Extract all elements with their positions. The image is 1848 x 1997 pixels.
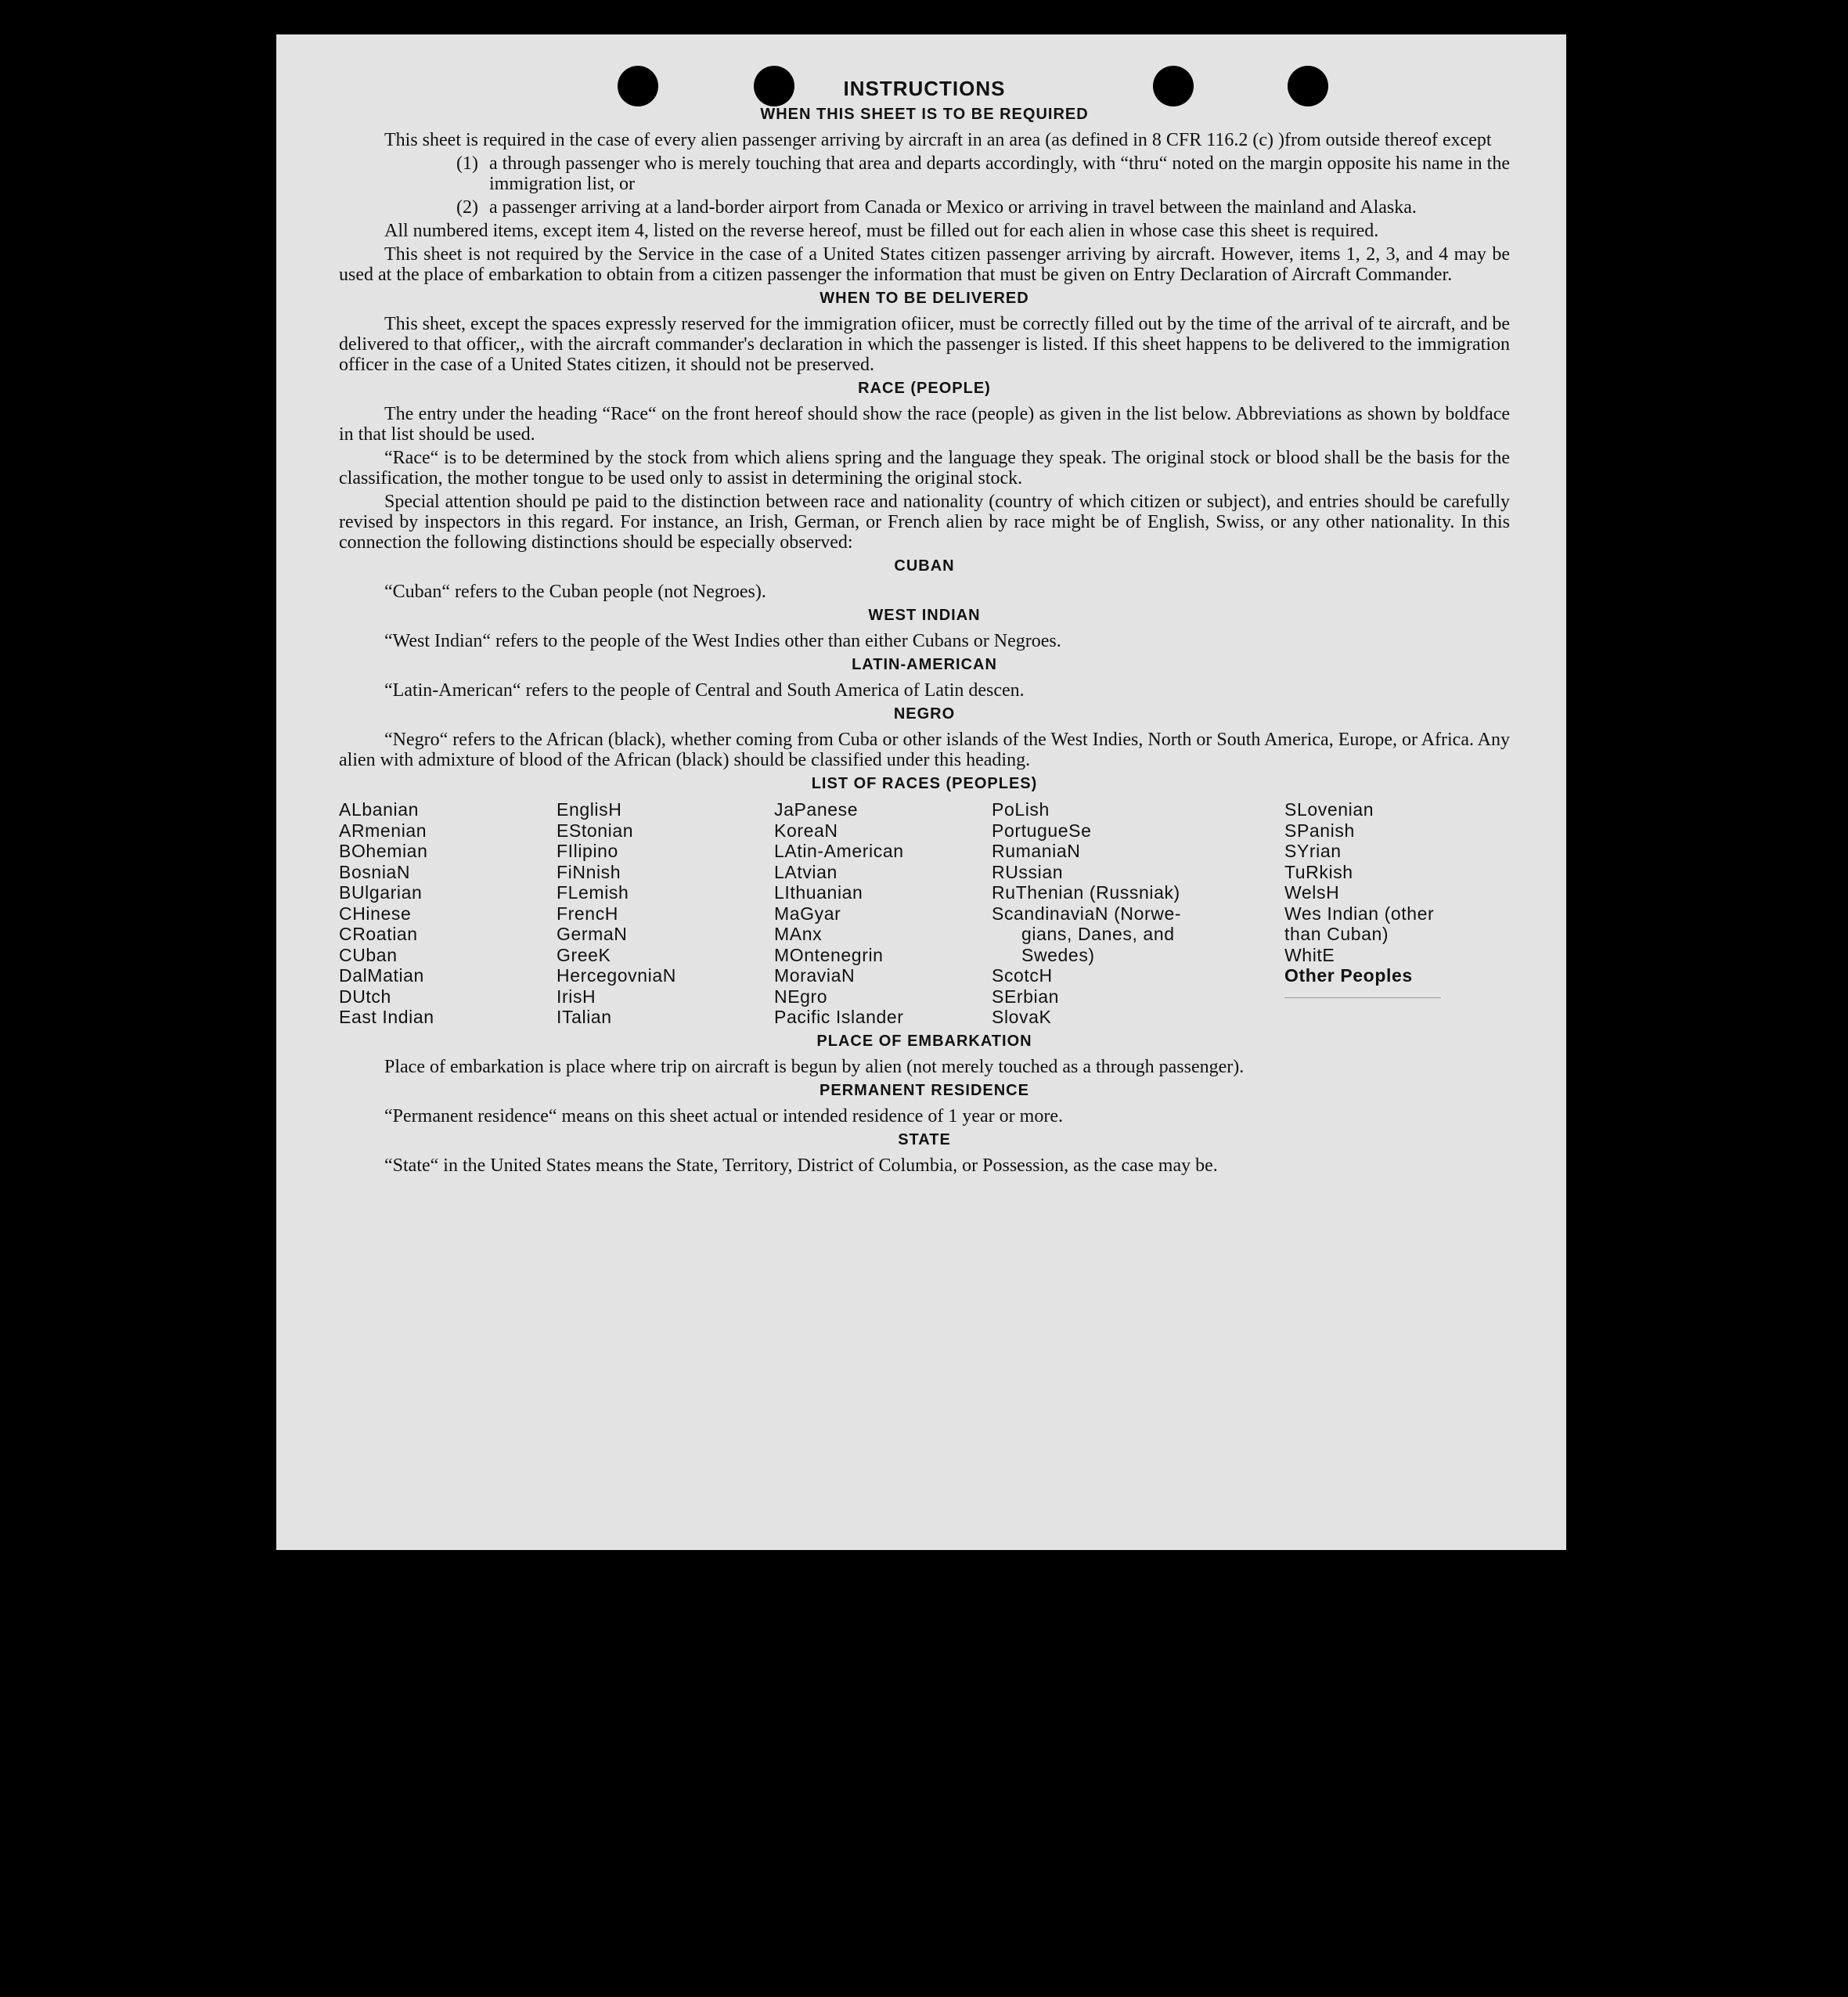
race-entry: RuThenian (Russniak) [992, 882, 1180, 903]
race-entry: DalMatian [339, 965, 424, 986]
race-entry: LAtin-American [774, 841, 904, 861]
paragraph: All numbered items, except item 4, listed on the reverse hereof, must be filled out for each alien in whose case this sheet is required. [384, 221, 1379, 241]
race-entry-continued: Swedes) [1021, 944, 1095, 965]
race-entry: Wes Indian (other [1284, 903, 1435, 924]
race-entry: ITalian [557, 1007, 612, 1027]
race-entry: ARmenian [339, 820, 427, 841]
race-entry: PoLish [992, 799, 1050, 820]
race-entry: ScotcH [992, 965, 1053, 986]
race-entry: EnglisH [557, 799, 622, 820]
race-entry: DUtch [339, 986, 391, 1007]
race-entry: Other Peoples [1284, 965, 1413, 986]
list-item [339, 153, 1510, 194]
section-heading: WHEN TO BE DELIVERED [820, 290, 1029, 307]
paragraph: “State“ in the United States means the State, Territory, District of Columbia, or Possession, as the case may be. [384, 1155, 1218, 1176]
race-entry: FLemish [557, 882, 629, 903]
race-entry: BosniaN [339, 861, 411, 882]
section-heading: WEST INDIAN [868, 607, 981, 624]
race-entry: FiNnish [557, 861, 621, 882]
race-entry: LAtvian [774, 861, 838, 882]
race-entry: ScandinaviaN (Norwe- [992, 903, 1182, 924]
section-heading: NEGRO [893, 705, 956, 723]
section-heading: LATIN-AMERICAN [852, 656, 997, 673]
section-heading: PLACE OF EMBARKATION [816, 1032, 1032, 1050]
list-item-number: (2) [456, 197, 478, 218]
race-entry: FrencH [557, 903, 619, 924]
race-entry: SlovaK [992, 1007, 1052, 1027]
race-entry: CHinese [339, 903, 412, 924]
list-item [339, 197, 1510, 218]
paragraph: “Permanent residence“ means on this sheet actual or intended residence of 1 year or more. [384, 1105, 1063, 1126]
race-entry: KoreaN [774, 820, 838, 841]
races-column [992, 799, 1284, 1028]
section-heading: STATE [898, 1130, 951, 1148]
race-entry: MoraviaN [774, 965, 856, 986]
race-entry: RUssian [992, 861, 1064, 882]
race-entry: EStonian [557, 820, 634, 841]
race-entry: GreeK [557, 944, 611, 965]
race-entry: CRoatian [339, 924, 418, 944]
list-item-text: a through passenger who is merely touching that area and departs accordingly, with “thru“ noted on the margin opposite his name in the immigration list, or [489, 153, 1510, 194]
race-entry: CUban [339, 944, 398, 965]
paragraph: “Race“ is to be determined by the stock from which aliens spring and the language they speak. The original stock or blood shall be the basis for the classification, the mother tongue to be used only to assist in determining the original stock. [339, 448, 1510, 488]
race-entry: JaPanese [774, 799, 859, 820]
race-entry: Pacific Islander [774, 1007, 904, 1027]
race-entry: HercegovniaN [557, 965, 676, 986]
document-body [339, 77, 1510, 1179]
race-entry: MaGyar [774, 903, 841, 924]
race-entry: MOntenegrin [774, 944, 884, 965]
paragraph: “Cuban“ refers to the Cuban people (not Negroes). [384, 582, 766, 602]
race-entry: IrisH [557, 986, 596, 1007]
paragraph: The entry under the heading “Race“ on the front hereof should show the race (people) as given in the list below. Abbreviations as shown by boldface in that list should be used. [339, 404, 1510, 445]
section-heading: WHEN THIS SHEET IS TO BE REQUIRED [760, 106, 1089, 123]
section-heading: CUBAN [894, 557, 955, 575]
race-entry-continued: than Cuban) [1284, 924, 1389, 944]
race-entry: MAnx [774, 924, 823, 944]
section-heading: PERMANENT RESIDENCE [820, 1081, 1029, 1099]
paragraph: This sheet is required in the case of every alien passenger arriving by aircraft in an area (as defined in 8 CFR 116.2 (c) )from outside thereof except [384, 130, 1492, 150]
paragraph: This sheet is not required by the Service in the case of a United States citizen passenger arriving by aircraft. However, items 1, 2, 3, and 4 may be used at the place of embarkation to obtain from a citizen passenger the information that must be given on Entry Declaration of Aircraft Commander. [339, 244, 1510, 285]
race-entry: SYrian [1284, 841, 1342, 861]
paragraph: “Latin-American“ refers to the people of Central and South America of Latin descen. [384, 680, 1025, 701]
race-entry: SPanish [1284, 820, 1355, 841]
races-column [774, 799, 992, 1028]
race-entry: SLovenian [1284, 799, 1374, 820]
document-page [276, 34, 1566, 1550]
paragraph: “Negro“ refers to the African (black), whether coming from Cuba or other islands of the West Indies, North or South America, Europe, or Africa. Any alien with admixture of blood of the African (black) should be classified under this heading. [339, 730, 1510, 770]
races-list [339, 799, 1510, 1028]
race-entry: WelsH [1284, 882, 1340, 903]
paragraph: Place of embarkation is place where trip on aircraft is begun by alien (not merely touched as a through passenger). [384, 1056, 1245, 1077]
race-entry: TuRkish [1284, 861, 1353, 882]
paragraph: Special attention should pe paid to the distinction between race and nationality (country of which citizen or subject), and entries should be carefully revised by inspectors in this regard. For instance, an Irish, German, or French alien by race might be of English, Swiss, or any other nationality. In this connection the following distinctions should be especially observed: [339, 492, 1510, 553]
races-column [339, 799, 557, 1028]
race-entry: WhitE [1284, 944, 1335, 965]
race-entry: FIlipino [557, 841, 618, 861]
section-heading: LIST OF RACES (PEOPLES) [811, 775, 1038, 792]
race-entry: BOhemian [339, 841, 428, 861]
section-heading: RACE (PEOPLE) [858, 380, 991, 397]
race-entry: ALbanian [339, 799, 419, 820]
race-entry: RumaniaN [992, 841, 1081, 861]
race-entry: PortugueSe [992, 820, 1092, 841]
page-title: INSTRUCTIONS [843, 77, 1006, 100]
races-column [557, 799, 774, 1028]
list-item-number: (1) [456, 153, 478, 174]
race-entry: East Indian [339, 1007, 434, 1027]
divider [1284, 997, 1441, 998]
list-item-text: a passenger arriving at a land-border airport from Canada or Mexico or arriving in travel between the mainland and Alaska. [489, 197, 1417, 218]
paragraph: This sheet, except the spaces expressly reserved for the immigration ofiicer, must be correctly filled out by the time of the arrival of te aircraft, and be delivered to that officer,, with the aircraft commander's declaration in which the passenger is listed. If this sheet happens to be delivered to the immigration officer in the case of a United States citizen, it should not be preserved. [339, 314, 1510, 375]
races-column [1284, 799, 1510, 1028]
race-entry: BUlgarian [339, 882, 423, 903]
race-entry: NEgro [774, 986, 828, 1007]
race-entry: LIthuanian [774, 882, 863, 903]
race-entry-continued: gians, Danes, and [1021, 924, 1175, 944]
race-entry: GermaN [557, 924, 628, 944]
race-entry: SErbian [992, 986, 1060, 1007]
paragraph: “West Indian“ refers to the people of the West Indies other than either Cubans or Negroes. [384, 631, 1061, 651]
